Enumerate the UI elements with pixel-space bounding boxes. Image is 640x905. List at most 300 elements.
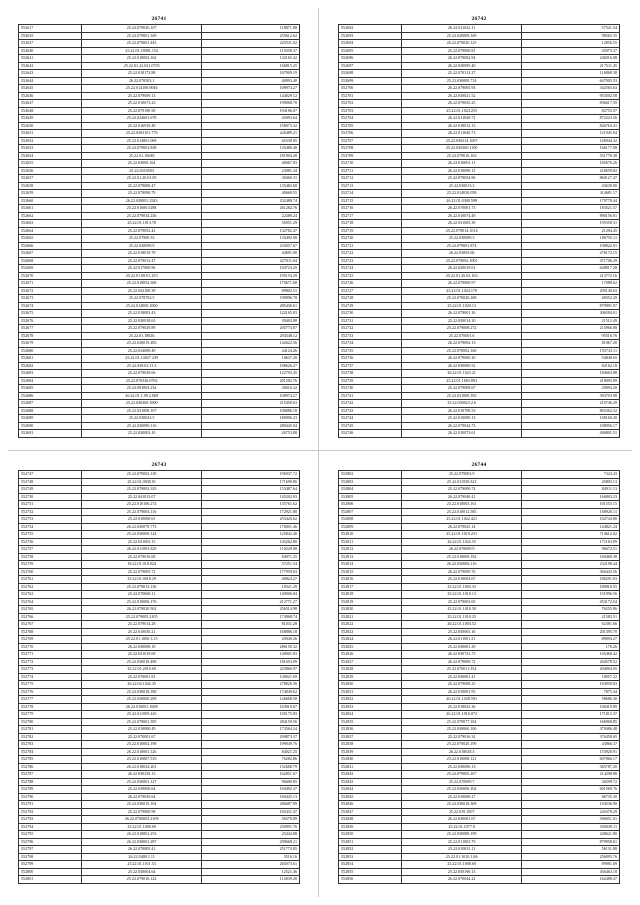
account-code-cell: 26.22.031005.39 bbox=[402, 220, 521, 228]
account-code-cell: 25.22.010000.13 bbox=[402, 415, 521, 423]
amount-cell: 251773.85 bbox=[201, 846, 299, 854]
amount-cell: 218005.89 bbox=[521, 377, 619, 385]
row-id-cell: 552827 bbox=[339, 658, 402, 666]
amount-cell: 118871.88 bbox=[201, 25, 299, 33]
panel-title: 26741 bbox=[151, 16, 167, 22]
row-id-cell: 552732 bbox=[339, 325, 402, 333]
table-row bbox=[339, 508, 620, 516]
amount-cell: 110229.08 bbox=[201, 546, 299, 554]
table-row bbox=[339, 257, 620, 265]
row-id-cell: 552727 bbox=[339, 287, 402, 295]
row-id-cell: 552833 bbox=[339, 703, 402, 711]
account-code-cell: 25.22.031008.107 bbox=[82, 407, 201, 415]
table-row bbox=[19, 197, 300, 205]
account-code-cell: 26.22.079002.94 bbox=[402, 55, 521, 63]
table-row bbox=[339, 295, 620, 303]
table-row bbox=[19, 287, 300, 295]
amount-cell: 35051.29 bbox=[201, 220, 299, 228]
amount-cell: 253420.62 bbox=[201, 516, 299, 524]
row-id-cell: 552791 bbox=[19, 801, 82, 809]
row-id-cell: 552820 bbox=[339, 606, 402, 614]
table-row bbox=[339, 756, 620, 764]
account-code-cell: 25.22.079001.395 bbox=[82, 718, 201, 726]
table-row bbox=[19, 568, 300, 576]
row-id-cell: 552657 bbox=[19, 175, 82, 183]
amount-cell: 44124.26 bbox=[201, 347, 299, 355]
table-row bbox=[339, 115, 620, 123]
account-code-cell: 25.22.010007.519 bbox=[82, 756, 201, 764]
row-id-cell: 552643 bbox=[19, 70, 82, 78]
account-code-cell: 25.22.014030.058 bbox=[402, 190, 521, 198]
table-row bbox=[19, 430, 300, 438]
amount-cell: 29094.20 bbox=[521, 385, 619, 393]
row-id-cell: 552803 bbox=[339, 478, 402, 486]
amount-cell: 195558.31 bbox=[521, 220, 619, 228]
row-id-cell: 552817 bbox=[339, 583, 402, 591]
table-row bbox=[339, 227, 620, 235]
account-code-cell: 25.22.079003.9 bbox=[402, 471, 521, 479]
amount-cell: 607866.17 bbox=[521, 756, 619, 764]
row-id-cell: 552799 bbox=[19, 861, 82, 869]
amount-cell: 135482.68 bbox=[201, 182, 299, 190]
account-code-cell: 26.22.079000.20 bbox=[402, 355, 521, 363]
amount-cell: 43630.00 bbox=[521, 182, 619, 190]
amount-cell: 56131.88 bbox=[521, 846, 619, 854]
table-row bbox=[19, 175, 300, 183]
row-id-cell: 552720 bbox=[339, 235, 402, 243]
table-row bbox=[19, 205, 300, 213]
amount-cell: 81031.28 bbox=[201, 621, 299, 629]
row-id-cell: 552838 bbox=[339, 741, 402, 749]
table-row bbox=[339, 32, 620, 40]
account-code-cell: 25.22.079077.354 bbox=[402, 718, 521, 726]
row-id-cell: 552735 bbox=[339, 347, 402, 355]
amount-cell: 98565.35 bbox=[521, 32, 619, 40]
table-row bbox=[19, 666, 300, 674]
amount-cell: 170671.68 bbox=[201, 280, 299, 288]
table-row bbox=[19, 62, 300, 70]
row-id-cell: 552847 bbox=[339, 808, 402, 816]
account-code-cell: 25.22.01.1019.231 bbox=[402, 531, 521, 539]
account-code-cell: 25.22.079005.267 bbox=[402, 771, 521, 779]
account-code-cell: 26.22.030021.52 bbox=[402, 92, 521, 100]
amount-cell: 132782.47 bbox=[201, 227, 299, 235]
table-row bbox=[19, 392, 300, 400]
table-row bbox=[19, 325, 300, 333]
row-id-cell: 552704 bbox=[339, 115, 402, 123]
account-code-cell: 26.22.079025.14 bbox=[402, 523, 521, 531]
account-code-cell: 25.22.030018.309 bbox=[402, 801, 521, 809]
row-id-cell: 552737 bbox=[339, 362, 402, 370]
table-row bbox=[19, 70, 300, 78]
account-code-cell: 25.22.01.1020.13 bbox=[402, 302, 521, 310]
account-code-cell: 26.22.020001.2543 bbox=[82, 197, 201, 205]
account-code-cell: 26.22.079009.72 bbox=[402, 658, 521, 666]
table-row bbox=[19, 628, 300, 636]
amount-cell: 199068.78 bbox=[201, 100, 299, 108]
table-row bbox=[19, 100, 300, 108]
table-row bbox=[19, 347, 300, 355]
account-code-cell: 25.22.01600.5288 bbox=[82, 205, 201, 213]
table-row bbox=[19, 182, 300, 190]
amount-cell: 45093.64 bbox=[201, 115, 299, 123]
row-id-cell: 552736 bbox=[339, 355, 402, 363]
account-code-cell: 25.22.01.1603.893 bbox=[402, 377, 521, 385]
account-code-cell: 25.22.019.1007 bbox=[402, 808, 521, 816]
amount-cell: 227611.64 bbox=[201, 257, 299, 265]
row-id-cell: 552844 bbox=[339, 786, 402, 794]
table-row bbox=[339, 130, 620, 138]
table-row bbox=[339, 347, 620, 355]
amount-cell: 18637.20 bbox=[201, 355, 299, 363]
row-id-cell: 552804 bbox=[339, 486, 402, 494]
account-code-cell: 26.22.030008.18 bbox=[82, 643, 201, 651]
table-row bbox=[19, 47, 300, 55]
table-row bbox=[339, 718, 620, 726]
account-code-cell: 26.22.011040.72 bbox=[402, 115, 521, 123]
amount-cell: 214298.88 bbox=[521, 771, 619, 779]
table-row bbox=[339, 561, 620, 569]
account-code-cell: 25.22.01.1008.60 bbox=[402, 861, 521, 869]
table-row bbox=[19, 643, 300, 651]
account-code-cell: 26.22.079020.502 bbox=[82, 606, 201, 614]
amount-cell: 456463.18 bbox=[521, 868, 619, 876]
account-code-cell: 25.22.070326.0792 bbox=[82, 377, 201, 385]
amount-cell: 168920.11 bbox=[521, 508, 619, 516]
account-code-cell: 25.22.041013.07 bbox=[82, 493, 201, 501]
row-id-cell: 552811 bbox=[339, 538, 402, 546]
amount-cell: 100419.89 bbox=[521, 703, 619, 711]
account-code-cell: 25.22.043100.39 bbox=[82, 287, 201, 295]
account-code-cell: 26.22.018012.13 bbox=[402, 122, 521, 130]
amount-cell: 879958.61 bbox=[521, 838, 619, 846]
table-row bbox=[339, 831, 620, 839]
row-id-cell: 552715 bbox=[339, 197, 402, 205]
account-code-cell: 26.22.011040.73 bbox=[402, 130, 521, 138]
row-id-cell: 552823 bbox=[339, 628, 402, 636]
amount-cell: 96672.51 bbox=[521, 546, 619, 554]
amount-cell: 181653.09 bbox=[201, 658, 299, 666]
account-code-cell: 25.22.030018.180 bbox=[82, 688, 201, 696]
table-row bbox=[339, 310, 620, 318]
row-id-cell: 552777 bbox=[19, 696, 82, 704]
amount-cell: 167909.19 bbox=[201, 70, 299, 78]
row-id-cell: 552647 bbox=[19, 100, 82, 108]
amount-cell: 250991.76 bbox=[201, 823, 299, 831]
row-id-cell: 552795 bbox=[19, 831, 82, 839]
table-row bbox=[19, 733, 300, 741]
row-id-cell: 552853 bbox=[339, 853, 402, 861]
amount-cell: 54848.65 bbox=[521, 355, 619, 363]
amount-cell: 217511.45 bbox=[521, 62, 619, 70]
table-row bbox=[339, 861, 620, 869]
account-code-cell: 25.22.091003.234 bbox=[82, 385, 201, 393]
row-id-cell: 552774 bbox=[19, 673, 82, 681]
table-row bbox=[19, 501, 300, 509]
amount-cell: 182431.47 bbox=[201, 808, 299, 816]
table-row bbox=[19, 340, 300, 348]
row-id-cell: 552746 bbox=[339, 430, 402, 438]
row-id-cell: 552678 bbox=[19, 332, 82, 340]
table-row bbox=[19, 741, 300, 749]
account-code-cell: 25.22.038.02.11.3 bbox=[82, 362, 201, 370]
account-code-cell: 25.22.070009.7 bbox=[402, 778, 521, 786]
page-divider-vertical bbox=[318, 8, 319, 897]
row-id-cell: 552696 bbox=[339, 55, 402, 63]
table-row bbox=[19, 748, 300, 756]
amount-cell: 140001.83 bbox=[201, 651, 299, 659]
amount-cell: 166969.85 bbox=[521, 718, 619, 726]
row-id-cell: 552835 bbox=[339, 718, 402, 726]
amount-cell: 836617.39 bbox=[521, 100, 619, 108]
table-row bbox=[19, 115, 300, 123]
account-code-cell: 25.22.070312.27 bbox=[402, 70, 521, 78]
row-id-cell: 552662 bbox=[19, 212, 82, 220]
amount-cell: 96600.85 bbox=[201, 778, 299, 786]
ledger-table bbox=[18, 470, 300, 884]
amount-cell: 204004.05 bbox=[521, 666, 619, 674]
table-row bbox=[339, 778, 620, 786]
row-id-cell: 552666 bbox=[19, 242, 82, 250]
account-code-cell: 25.22.079054.96 bbox=[402, 175, 521, 183]
row-id-cell: 552685 bbox=[19, 385, 82, 393]
row-id-cell: 552684 bbox=[19, 377, 82, 385]
account-code-cell: 25.22.018173.88 bbox=[82, 70, 201, 78]
account-code-cell: 25.22.01.1011.53 bbox=[82, 861, 201, 869]
amount-cell: 232488.74 bbox=[201, 197, 299, 205]
account-code-cell: 25.22.030001.41 bbox=[402, 673, 521, 681]
table-row bbox=[339, 538, 620, 546]
row-id-cell: 552688 bbox=[19, 407, 82, 415]
row-id-cell: 552665 bbox=[19, 235, 82, 243]
row-id-cell: 552830 bbox=[339, 681, 402, 689]
table-row bbox=[339, 40, 620, 48]
row-id-cell: 552816 bbox=[339, 576, 402, 584]
account-code-cell: 26.22.04.1042.35 bbox=[82, 681, 201, 689]
account-code-cell: 25.22.079014.1014 bbox=[402, 227, 521, 235]
row-id-cell: 552818 bbox=[339, 591, 402, 599]
account-code-cell: 25.22.01.1024.170 bbox=[402, 287, 521, 295]
row-id-cell: 552796 bbox=[19, 838, 82, 846]
amount-cell: 30460.31 bbox=[201, 175, 299, 183]
row-id-cell: 552755 bbox=[19, 531, 82, 539]
table-row bbox=[19, 295, 300, 303]
amount-cell: 22388.24 bbox=[201, 212, 299, 220]
table-row bbox=[339, 422, 620, 430]
amount-cell: 174849.62 bbox=[201, 688, 299, 696]
account-code-cell: 26.22.030239.13 bbox=[82, 771, 201, 779]
amount-cell: 376458.65 bbox=[521, 733, 619, 741]
account-code-cell: 25.22.020300.1100 bbox=[402, 145, 521, 153]
account-code-cell: 25.22.079005.2105 bbox=[82, 613, 201, 621]
table-row bbox=[339, 763, 620, 771]
table-row bbox=[339, 25, 620, 33]
row-id-cell: 552670 bbox=[19, 272, 82, 280]
account-code-cell: 25.22.01.0018.29 bbox=[82, 576, 201, 584]
account-code-cell: 25.22.01.1000.3.15 bbox=[82, 636, 201, 644]
account-code-cell: 25.22.030214.1007 bbox=[402, 137, 521, 145]
amount-cell: 101555.15 bbox=[521, 501, 619, 509]
row-id-cell: 552656 bbox=[19, 167, 82, 175]
row-id-cell: 552814 bbox=[339, 561, 402, 569]
row-id-cell: 552760 bbox=[19, 568, 82, 576]
amount-cell: 199096.78 bbox=[201, 295, 299, 303]
row-id-cell: 552669 bbox=[19, 265, 82, 273]
panel-title: 26744 bbox=[471, 462, 487, 468]
account-code-cell: 26.22.010073.61 bbox=[402, 430, 521, 438]
table-row bbox=[339, 628, 620, 636]
account-code-cell: 26.22.01.1016.072 bbox=[402, 711, 521, 719]
account-code-cell: 26.22.079000.97 bbox=[402, 280, 521, 288]
amount-cell: 393703.98 bbox=[521, 392, 619, 400]
table-row bbox=[339, 598, 620, 606]
amount-cell: 176001.46 bbox=[201, 523, 299, 531]
table-row bbox=[339, 145, 620, 153]
account-code-cell: 25.22.030023.2.6 bbox=[402, 400, 521, 408]
amount-cell: 265073.61 bbox=[201, 861, 299, 869]
amount-cell: 40093.40 bbox=[201, 77, 299, 85]
row-id-cell: 552809 bbox=[339, 523, 402, 531]
amount-cell: 879991.07 bbox=[521, 302, 619, 310]
table-row bbox=[339, 853, 620, 861]
row-id-cell: 552781 bbox=[19, 726, 82, 734]
table-row bbox=[339, 478, 620, 486]
table-row bbox=[339, 175, 620, 183]
amount-cell: 84021.25 bbox=[201, 748, 299, 756]
amount-cell: 261282.76 bbox=[201, 205, 299, 213]
amount-cell: 151996.56 bbox=[521, 591, 619, 599]
table-row bbox=[339, 377, 620, 385]
table-row bbox=[19, 471, 300, 479]
amount-cell: 285436.61 bbox=[201, 302, 299, 310]
account-code-cell: 26.22.030006.116 bbox=[402, 561, 521, 569]
row-id-cell: 552854 bbox=[339, 861, 402, 869]
amount-cell: 396051.01 bbox=[521, 816, 619, 824]
account-code-cell: 26.22.030001.287 bbox=[82, 838, 201, 846]
table-row bbox=[19, 508, 300, 516]
account-code-cell: 25.22.079009.13 bbox=[82, 92, 201, 100]
account-code-cell: 25.22.079090.79 bbox=[82, 190, 201, 198]
table-row bbox=[19, 763, 300, 771]
table-row bbox=[339, 583, 620, 591]
amount-cell: 125842.40 bbox=[201, 531, 299, 539]
amount-cell: 144029.12 bbox=[201, 92, 299, 100]
amount-cell: 201282.76 bbox=[201, 377, 299, 385]
account-code-cell: 25.22.070002.160 bbox=[402, 347, 521, 355]
amount-cell: 278826.56 bbox=[201, 681, 299, 689]
account-code-cell: 25.22.010000.27 bbox=[402, 793, 521, 801]
table-row bbox=[339, 501, 620, 509]
account-code-cell: 25.22.031003.15 bbox=[82, 538, 201, 546]
row-id-cell: 552762 bbox=[19, 583, 82, 591]
row-id-cell: 552705 bbox=[339, 122, 402, 130]
account-code-cell: 25.22.014100.0046 bbox=[82, 85, 201, 93]
row-id-cell: 552822 bbox=[339, 621, 402, 629]
row-id-cell: 552653 bbox=[19, 145, 82, 153]
table-row bbox=[339, 392, 620, 400]
row-id-cell: 552701 bbox=[339, 92, 402, 100]
account-code-cell: 26.22.079005.93 bbox=[402, 85, 521, 93]
table-row bbox=[339, 486, 620, 494]
amount-cell: 195154.29 bbox=[201, 272, 299, 280]
account-code-cell: 26.22.070005.41 bbox=[82, 846, 201, 854]
table-row bbox=[19, 107, 300, 115]
account-code-cell: 26.22.010001.126 bbox=[82, 748, 201, 756]
amount-cell: 140006.84 bbox=[201, 591, 299, 599]
table-row bbox=[19, 673, 300, 681]
table-row bbox=[339, 711, 620, 719]
row-id-cell: 552750 bbox=[19, 493, 82, 501]
row-id-cell: 552751 bbox=[19, 501, 82, 509]
amount-cell: 58686.30 bbox=[521, 696, 619, 704]
account-code-cell: 26.22.079009.76 bbox=[402, 568, 521, 576]
account-code-cell: 25.22.01.1077.8 bbox=[402, 823, 521, 831]
account-code-cell: 25.22.079016.32 bbox=[402, 733, 521, 741]
table-row bbox=[19, 771, 300, 779]
row-id-cell: 552768 bbox=[19, 628, 82, 636]
account-code-cell: 25.22.024601.678 bbox=[82, 115, 201, 123]
account-code-cell: 25.22.079004.116 bbox=[82, 508, 201, 516]
row-id-cell: 552834 bbox=[339, 711, 402, 719]
amount-cell: 82162.18 bbox=[521, 362, 619, 370]
row-id-cell: 552841 bbox=[339, 763, 402, 771]
table-row bbox=[339, 430, 620, 438]
account-code-cell: 26.22.070009.9 bbox=[402, 546, 521, 554]
table-row bbox=[19, 122, 300, 130]
account-code-cell: 25.22.079013.136 bbox=[82, 583, 201, 591]
row-id-cell: 552753 bbox=[19, 516, 82, 524]
table-row bbox=[339, 242, 620, 250]
account-code-cell: 26.22.010001.95 bbox=[402, 688, 521, 696]
row-id-cell: 552731 bbox=[339, 317, 402, 325]
table-row bbox=[19, 853, 300, 861]
amount-cell: 39403.88 bbox=[201, 317, 299, 325]
amount-cell: 601569.76 bbox=[521, 786, 619, 794]
row-id-cell: 552658 bbox=[19, 182, 82, 190]
table-row bbox=[19, 523, 300, 531]
row-id-cell: 552692 bbox=[339, 25, 402, 33]
amount-cell: 826763.41 bbox=[521, 122, 619, 130]
row-id-cell: 552698 bbox=[339, 70, 402, 78]
account-code-cell: 25.22.014000.1000 bbox=[82, 302, 201, 310]
amount-cell: 199049.76 bbox=[201, 741, 299, 749]
table-row bbox=[339, 287, 620, 295]
amount-cell: 171163.89 bbox=[521, 538, 619, 546]
account-code-cell: 25.22.030018.490 bbox=[82, 658, 201, 666]
account-code-cell: 25.22.01.1022.421 bbox=[402, 516, 521, 524]
account-code-cell: 26.22.010090.12 bbox=[402, 167, 521, 175]
row-id-cell: 552851 bbox=[339, 838, 402, 846]
panel-title: 26742 bbox=[471, 16, 487, 22]
amount-cell: 30016.32 bbox=[201, 385, 299, 393]
table-row bbox=[339, 568, 620, 576]
table-row bbox=[19, 598, 300, 606]
table-row bbox=[19, 272, 300, 280]
amount-cell: 284159.56 bbox=[201, 718, 299, 726]
row-id-cell: 552813 bbox=[339, 553, 402, 561]
table-row bbox=[339, 317, 620, 325]
table-row bbox=[19, 531, 300, 539]
account-code-cell: 25.22.079000.47 bbox=[82, 182, 201, 190]
row-id-cell: 552712 bbox=[339, 175, 402, 183]
table-row bbox=[19, 838, 300, 846]
amount-cell: 194958.83 bbox=[521, 681, 619, 689]
row-id-cell: 552766 bbox=[19, 613, 82, 621]
row-id-cell: 552747 bbox=[19, 471, 82, 479]
row-id-cell: 552836 bbox=[339, 726, 402, 734]
amount-cell: 194536.90 bbox=[521, 801, 619, 809]
account-code-cell: 26.22.03003.60 bbox=[402, 250, 521, 258]
